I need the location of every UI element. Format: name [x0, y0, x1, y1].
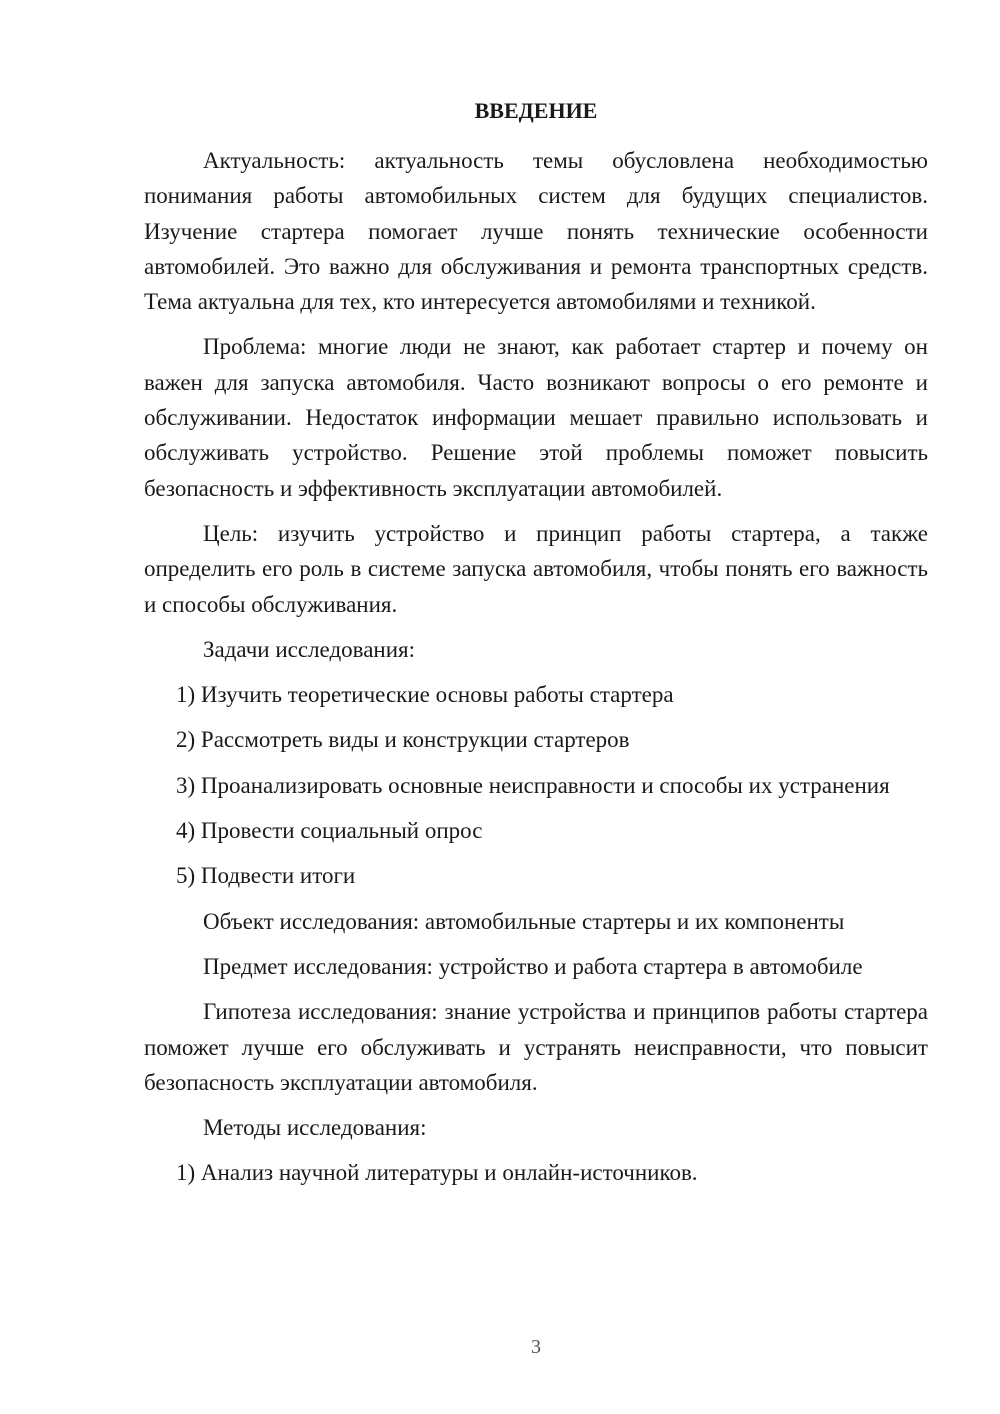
page-number: 3	[531, 1336, 541, 1358]
tasks-heading: Задачи исследования:	[203, 636, 416, 662]
hypothesis-paragraph: Гипотеза исследования: знание устройства и принципов работы стартера поможет лучше его обслуживать и устранять неисправности, что повысит безопасность эксплуатации автомобиля.	[144, 999, 928, 1095]
task-item-3: 3) Проанализировать основные неисправности и способы их устранения	[176, 772, 890, 798]
problem-paragraph: Проблема: многие люди не знают, как работает стартер и почему он важен для запуска автомобиля. Часто возникают вопросы о его ремонте и обслуживании. Недостаток информации мешает правильно использовать и обслуживать устройство. Решение этой проблемы поможет повысить безопасность и эффективность эксплуатации автомобилей.	[144, 334, 928, 501]
method-item-1: 1) Анализ научной литературы и онлайн-источников.	[176, 1160, 698, 1186]
goal-paragraph: Цель: изучить устройство и принцип работы стартера, а также определить его роль в системе запуска автомобиля, чтобы понять его важность и способы обслуживания.	[144, 520, 928, 617]
task-item-1: 1) Изучить теоретические основы работы стартера	[176, 682, 674, 708]
page-body	[144, 143, 928, 1201]
section-title: ВВЕДЕНИЕ	[474, 98, 598, 123]
subject-paragraph: Предмет исследования: устройство и работа стартера в автомобиле	[203, 953, 863, 979]
task-item-4: 4) Провести социальный опрос	[176, 818, 483, 844]
task-item-2: 2) Рассмотреть виды и конструкции стартеров	[176, 727, 630, 753]
methods-heading: Методы исследования:	[203, 1115, 427, 1141]
object-paragraph: Объект исследования: автомобильные стартеры и их компоненты	[203, 908, 845, 934]
relevance-paragraph: Актуальность: актуальность темы обусловлена необходимостью понимания работы автомобильных систем для будущих специалистов. Изучение стартера помогает лучше понять технические особенности автомобилей. Это важно для обслуживания и ремонта транспортных средств. Тема актуальна для тех, кто интересуется автомобилями и техникой.	[144, 148, 928, 315]
task-item-5: 5) Подвести итоги	[176, 863, 356, 889]
